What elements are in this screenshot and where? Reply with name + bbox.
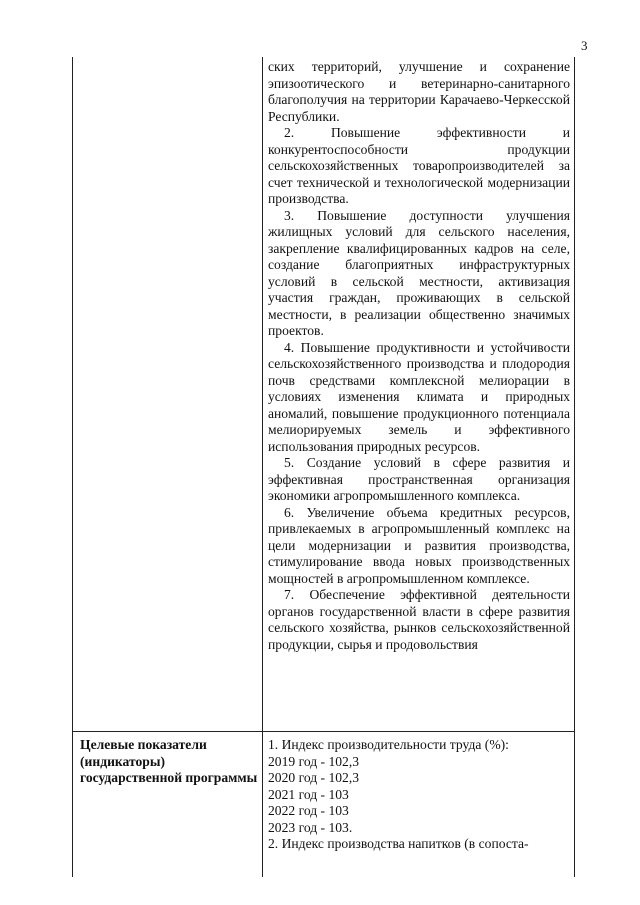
goal-item: 2. Повышение эффективности и конкурентоспособности продукции сельскохозяйственных товаропроизводителей за счет технической и технологической модернизации производства.	[268, 125, 570, 206]
indicator-line: 2019 год - 102,3	[268, 753, 360, 769]
table-row-divider	[72, 731, 575, 732]
indicator-line: 1. Индекс производительности труда (%):	[268, 737, 509, 752]
table-left-border	[72, 57, 73, 877]
indicators-cell	[268, 737, 570, 853]
indicator-line: 2020 год - 102,3	[268, 770, 360, 785]
goal-item: ских территорий, улучшение и сохранение эпизоотического и ветеринарно-санитарного благополучия на территории Карачаево-Черкесской Республики.	[268, 59, 570, 124]
goals-cell	[268, 59, 570, 653]
indicator-line: 2. Индекс производства напитков (в сопоста-	[268, 836, 529, 851]
goal-item: 6. Увеличение объема кредитных ресурсов, привлекаемых в агропромышленный комплекс на цели модернизации и развития производства, стимулирование ввода новых производственных мощностей в агропромышленном комплексе.	[268, 504, 570, 586]
passport-table	[72, 57, 575, 877]
goal-item: 7. Обеспечение эффективной деятельности органов государственной власти в сфере развития сельского хозяйства, рынков сельскохозяйственной продукции, сырья и продовольствия	[268, 587, 570, 652]
indicator-line: 2022 год - 103	[268, 803, 349, 818]
table-column-divider	[262, 57, 263, 877]
page-number: 3	[581, 38, 588, 53]
goal-item: 5. Создание условий в сфере развития и эффективная пространственная организация экономики агропромышленного комплекса.	[268, 455, 570, 503]
goal-item: 3. Повышение доступности улучшения жилищных условий для сельского населения, закрепление квалифицированных кадров на селе, создание благоприятных инфраструктурных условий в сельской местности, активизация участия граждан, проживающих в сельской местности, в реализации общественно значимых проектов.	[268, 207, 570, 338]
goal-item: 4. Повышение продуктивности и устойчивости сельскохозяйственного производства и плодородия почв средствами комплексной мелиорации в условиях изменения климата и природных аномалий, повышение продукционного потенциала мелиорируемых земель и эффективного использования природных ресурсов.	[268, 339, 570, 454]
indicators-label: Целевые показатели (индикаторы) государственной программы	[80, 737, 258, 785]
indicator-line: 2021 год - 103	[268, 786, 349, 802]
indicator-line: 2023 год - 103.	[268, 819, 353, 835]
table-right-border	[574, 57, 575, 877]
